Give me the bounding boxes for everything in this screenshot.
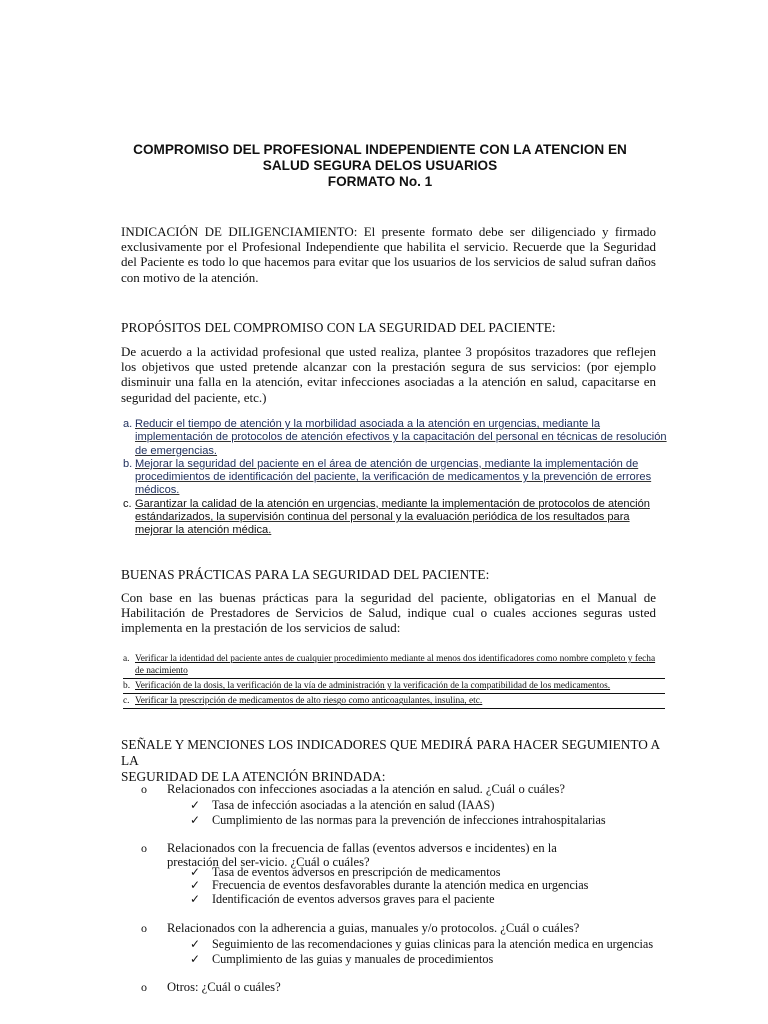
list-marker: c. xyxy=(123,696,130,707)
list-marker: c. xyxy=(123,497,132,510)
checkmark-icon: ✓ xyxy=(190,951,201,966)
checkmark-icon: ✓ xyxy=(190,865,201,879)
list-marker: b. xyxy=(123,681,131,692)
indicadores-heading-line-1: SEÑALE Y MENCIONES LOS INDICADORES QUE MEDIRÁ PARA HACER SEGUMIENTO A LA xyxy=(121,737,660,768)
list-marker: a. xyxy=(123,654,130,664)
indicador-answer xyxy=(190,879,690,892)
buenas-practicas-list xyxy=(123,653,665,710)
title-line-3: FORMATO No. 1 xyxy=(327,174,433,189)
proposito-item-b xyxy=(123,458,670,498)
indicador-answers-2 xyxy=(190,866,690,906)
answer-text: Seguimiento de las recomendaciones y guias clinicas para la atención medica en urgencias xyxy=(212,937,654,951)
practica-text: Verificación de la dosis, la verificación de la vía de administración y la verificación de la compatibilidad de los medicamentos. xyxy=(135,681,611,692)
answer-text: Tasa de eventos adversos en prescripción de medicamentos xyxy=(212,865,501,879)
indicadores-heading xyxy=(121,737,666,785)
checkmark-icon: ✓ xyxy=(190,878,201,893)
proposito-text: Mejorar la seguridad del paciente en el área de atención de urgencias, mediante la implementación de procedimientos de identificación del paciente, la verificación de medicamentos y la prevención de errores médicos. xyxy=(135,457,652,497)
proposito-item-a xyxy=(123,418,670,458)
indicador-answers-1 xyxy=(190,798,690,827)
practica-item-b xyxy=(123,680,665,693)
proposito-text: Garantizar la calidad de la atención en urgencias, mediante la implementación de protocolos de atención estándarizados, la supervisión continua del personal y la evaluación periódica de los resultados para mejorar la atención médica. xyxy=(135,497,650,537)
indicador-question-2: Relacionados con la frecuencia de fallas (eventos adversos e incidentes) en la prestación del ser-vicio. ¿Cuál o cuáles? xyxy=(167,841,557,869)
practica-text: Verificar la identidad del paciente antes de cualquier procedimiento mediante al menos dos identificadores como nombre completo y fecha de nacimiento xyxy=(135,654,656,677)
answer-text: Identificación de eventos adversos graves para el paciente xyxy=(212,891,495,906)
title-line-2: SALUD SEGURA DELOS USUARIOS xyxy=(262,158,498,173)
indicador-answer xyxy=(190,937,690,952)
list-marker: b. xyxy=(123,457,133,470)
propositos-intro: De acuerdo a la actividad profesional que usted realiza, plantee 3 propósitos trazadores que reflejen los objetivos que usted pretende alcanzar con la prestación segura de sus servicios: (por ejemplo disminuir una falla en la atención, evitar infecciones asociadas a la atención en salud, capacitarse en seguridad del paciente, etc.) xyxy=(121,344,656,405)
proposito-item-c xyxy=(123,498,670,538)
indicador-answer xyxy=(190,813,690,828)
answer-text: Cumplimiento de las guias y manuales de procedimientos xyxy=(212,951,494,966)
practica-item-c xyxy=(123,695,665,708)
checkmark-icon: ✓ xyxy=(190,891,201,906)
indicador-answer xyxy=(190,798,690,813)
indicadores-heading-line-2: SEGURIDAD DE LA ATENCIÓN BRINDADA: xyxy=(121,769,386,784)
indicador-question-3: Relacionados con la adherencia a guias, manuales y/o protocolos. ¿Cuál o cuáles? xyxy=(167,921,580,935)
indicacion-paragraph: INDICACIÓN DE DILIGENCIAMIENTO: El presente formato debe ser diligenciado y firmado exclusivamente por el Profesional Independiente que habilita el servicio. Recuerde que la Seguridad del Paciente es todo lo que hacemos para evitar que los usuarios de los servicios de salud sufran daños con motivo de la atención. xyxy=(121,224,656,285)
indicador-question-1: Relacionados con infecciones asociadas a la atención en salud. ¿Cuál o cuáles? xyxy=(167,782,565,796)
propositos-list xyxy=(123,418,670,538)
practica-item-a xyxy=(123,653,665,679)
checkmark-icon: ✓ xyxy=(190,812,201,827)
practica-text: Verificar la prescripción de medicamentos de alto riesgo como anticoagulantes, insulina, etc. xyxy=(135,696,483,707)
bullet-icon: o xyxy=(141,782,147,796)
checkmark-icon: ✓ xyxy=(190,937,201,951)
buenas-practicas-heading: BUENAS PRÁCTICAS PARA LA SEGURIDAD DEL PACIENTE: xyxy=(121,567,490,582)
indicador-question-4: Otros: ¿Cuál o cuáles? xyxy=(167,980,281,994)
indicador-answer xyxy=(190,893,690,906)
document-title xyxy=(100,142,660,190)
indicador-answer xyxy=(190,866,690,879)
bullet-icon: o xyxy=(141,980,147,994)
checkmark-icon: ✓ xyxy=(190,798,201,812)
bullet-icon: o xyxy=(141,841,147,855)
answer-text: Tasa de infección asociadas a la atención en salud (IAAS) xyxy=(212,798,495,812)
indicador-answers-3 xyxy=(190,937,690,966)
buenas-practicas-intro: Con base en las buenas prácticas para la seguridad del paciente, obligatorias en el Manual de Habilitación de Prestadores de Servicios de Salud, indique cual o cuales acciones seguras usted implementa en la prestación de los servicios de salud: xyxy=(121,590,656,636)
answer-text: Cumplimiento de las normas para la prevención de infecciones intrahospitalarias xyxy=(212,812,606,827)
indicador-answer xyxy=(190,952,690,967)
proposito-text: Reducir el tiempo de atención y la morbilidad asociada a la atención en urgencias, mediante la implementación de protocolos de atención efectivos y la capacitación del personal en técnicas de resolución de emergencias. xyxy=(135,418,667,457)
list-marker: a. xyxy=(123,418,133,430)
propositos-heading: PROPÓSITOS DEL COMPROMISO CON LA SEGURIDAD DEL PACIENTE: xyxy=(121,320,556,335)
answer-text: Frecuencia de eventos desfavorables durante la atención medica en urgencias xyxy=(212,878,589,893)
title-line-1: COMPROMISO DEL PROFESIONAL INDEPENDIENTE CON LA ATENCION EN xyxy=(133,142,627,157)
bullet-icon: o xyxy=(141,921,147,935)
